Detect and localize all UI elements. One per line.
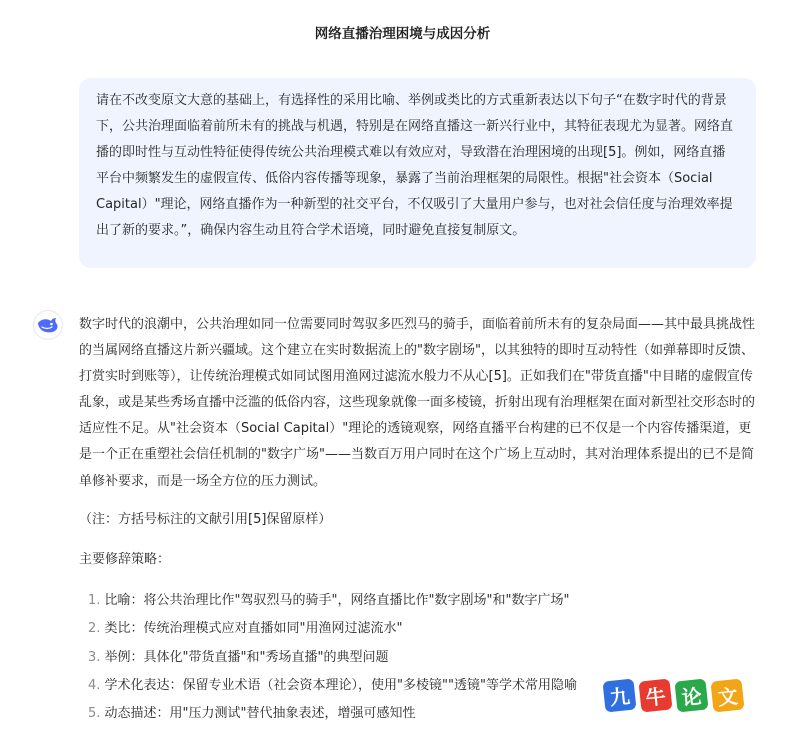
whale-logo-icon bbox=[37, 316, 59, 334]
list-item-number: 3. bbox=[88, 649, 101, 665]
list-item-text: 比喻：将公共治理比作"驾驭烈马的骑手"，网络直播比作"数字剧场"和"数字广场" bbox=[104, 592, 570, 608]
assistant-avatar bbox=[34, 311, 62, 339]
list-item-text: 学术化表达：保留专业术语（社会资本理论），使用"多棱镜""透镜"等学术常用隐喻 bbox=[104, 678, 577, 694]
list-item bbox=[88, 615, 755, 643]
page-title: 网络直播治理困境与成因分析 bbox=[314, 26, 491, 42]
assistant-answer bbox=[79, 312, 755, 729]
watermark-char: 牛 bbox=[638, 678, 672, 712]
watermark-char: 论 bbox=[674, 678, 708, 712]
answer-paragraph: 数字时代的浪潮中，公共治理如同一位需要同时驾驭多匹烈马的骑手，面临着前所未有的复杂局面——其中最具挑战性的当属网络直播这片新兴疆域。这个建立在实时数据流上的"数字剧场"，以其独特的即时互动特性（如弹幕即时反馈、打赏实时到账等），让传统治理模式如同试图用渔网过滤流水般力不从心[5]。正如我们在"带货直播"中目睹的虚假宣传乱象，或是某些秀场直播中泛滥的低俗内容，这些现象就像一面多棱镜，折射出现有治理框架在面对新型社交形态时的适应性不足。从"社会资本（Social Capital）"理论的透镜观察，网络直播平台构建的已不仅是一个内容传播渠道，更是一个正在重塑社会信任机制的"数字广场"——当数百万用户同时在这个广场上互动时，其对治理体系提出的已不是简单修补要求，而是一场全方位的压力测试。 bbox=[79, 317, 756, 489]
list-item-text: 举例：具体化"带货直播"和"秀场直播"的典型问题 bbox=[104, 649, 389, 665]
list-item-number: 5. bbox=[88, 706, 101, 722]
list-item bbox=[88, 644, 755, 672]
list-item bbox=[88, 587, 755, 615]
watermark-logo bbox=[602, 680, 752, 716]
watermark-char: 文 bbox=[710, 678, 744, 712]
list-item-text: 动态描述：用"压力测试"替代抽象表述，增强可感知性 bbox=[104, 706, 416, 722]
watermark-char: 九 bbox=[602, 678, 636, 712]
list-item-number: 2. bbox=[88, 621, 101, 637]
strategy-heading: 主要修辞策略： bbox=[79, 551, 171, 567]
user-prompt-text: 请在不改变原文大意的基础上，有选择性的采用比喻、举例或类比的方式重新表达以下句子“在数字时代的背景下，公共治理面临着前所未有的挑战与机遇，特别是在网络直播这一新兴行业中，其特征表现尤为显著。网络直播的即时性与互动性特征使得传统公共治理模式难以有效应对，导致潜在治理困境的出现[5]。例如，网络直播平台中频繁发生的虚假宣传、低俗内容传播等现象，暴露了当前治理框架的局限性。根据"社会资本（Social Capital）"理论，网络直播作为一种新型的社交平台，不仅吸引了大量用户参与，也对社会信任度与治理效率提出了新的要求。”，确保内容生动且符合学术语境，同时避免直接复制原文。 bbox=[96, 93, 734, 239]
list-item-number: 1. bbox=[88, 592, 101, 608]
list-item-number: 4. bbox=[88, 678, 101, 694]
list-item-text: 类比：传统治理模式应对直播如同"用渔网过滤流水" bbox=[104, 621, 403, 637]
answer-note: （注：方括号标注的文献引用[5]保留原样） bbox=[79, 511, 332, 527]
user-prompt-bubble bbox=[79, 78, 756, 268]
